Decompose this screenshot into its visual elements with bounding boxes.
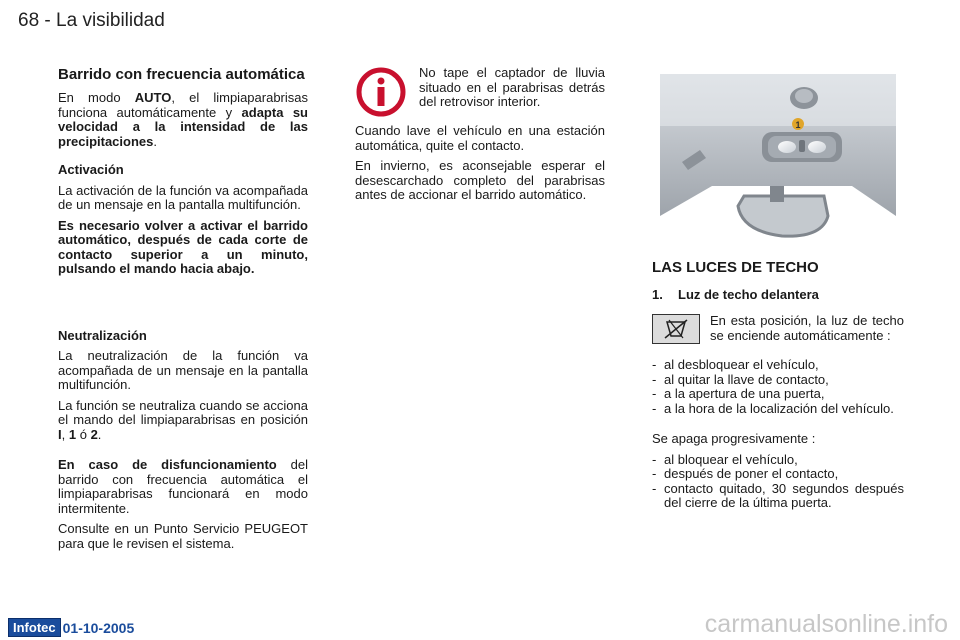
light-off-list: [652, 453, 904, 511]
warning-box: [355, 66, 605, 118]
header-separator: -: [44, 10, 51, 31]
page-number: 68: [18, 10, 40, 31]
infotec-logo: Infotec: [8, 618, 61, 637]
warning-text: No tape el captador de lluvia situado en el parabrisas detrás del retrovisor interior.: [419, 65, 605, 109]
intro-paragraph: En modo AUTO, el limpiaparabrisas funciona automáticamente y adapta su velocidad a la intensidad de las precipitaciones.: [58, 90, 308, 149]
photo-callout-1: 1: [795, 120, 801, 130]
section-heading-auto-wipe: Barrido con frecuencia automática: [58, 66, 305, 83]
malfunction-text: En caso de disfuncionamiento del barrido con frecuencia automática el limpiaparabrisas funcionará en modo intermitente.: [58, 457, 308, 516]
activation-title: Activación: [58, 162, 124, 177]
column-ceiling-lights: [652, 66, 904, 523]
lamp-position-row: [652, 314, 904, 344]
info-warning-icon: [355, 66, 407, 118]
consult-text: Consulte en un Punto Servicio PEUGEOT para que le revisen el sistema.: [58, 521, 308, 551]
list-item: - contacto quitado, 30 segundos después del cierre de la última puerta.: [652, 482, 904, 511]
neutralization-positions: La función se neutraliza cuando se acciona el mando del limpiaparabrisas en posición I, 1 ó 2.: [58, 397, 308, 442]
ceiling-lamp-icon: [652, 314, 700, 344]
site-watermark: carmanualsonline.info: [704, 610, 948, 638]
activation-text: La activación de la función va acompañada de un mensaje en la pantalla multifunción.: [58, 182, 308, 212]
activation-note: Es necesario volver a activar el barrido automático, después de cada corte de contacto superior a un minuto, pulsando el mando hacia abajo.: [58, 217, 308, 276]
neutralization-text: La neutralización de la función va acompañada de un mensaje en la pantalla multifunción.: [58, 348, 308, 392]
section-title-ceiling-lights: LAS LUCES DE TECHO: [652, 259, 819, 276]
list-item: - después de poner el contacto,: [652, 467, 904, 482]
winter-text: En invierno, es aconsejable esperar el desescarchado completo del parabrisas antes de accionar el barrido automático.: [355, 158, 605, 202]
wash-text: Cuando lave el vehículo en una estación automática, quite el contacto.: [355, 123, 605, 153]
light-off-intro: Se apaga progresivamente :: [652, 431, 816, 446]
column-warnings: [355, 66, 605, 209]
footer-badge: [8, 618, 134, 637]
front-light-title: 1. Luz de techo delantera: [652, 286, 819, 302]
list-item: - al quitar la llave de contacto,: [652, 373, 904, 388]
list-item: - a la apertura de una puerta,: [652, 387, 904, 402]
list-item: - al bloquear el vehículo,: [652, 453, 904, 468]
footer-date: 01-10-2005: [62, 619, 135, 636]
light-on-list: [652, 358, 904, 416]
list-item: - al desbloquear el vehículo,: [652, 358, 904, 373]
lamp-description: En esta posición, la luz de techo se enciende automáticamente :: [710, 313, 904, 343]
page-header: [18, 10, 165, 32]
column-wiper-auto: [58, 66, 308, 557]
page-title: La visibilidad: [56, 10, 165, 31]
neutralization-title: Neutralización: [58, 327, 147, 343]
list-item: - a la hora de la localización del vehículo.: [652, 402, 904, 417]
ceiling-light-photo: [652, 66, 904, 251]
